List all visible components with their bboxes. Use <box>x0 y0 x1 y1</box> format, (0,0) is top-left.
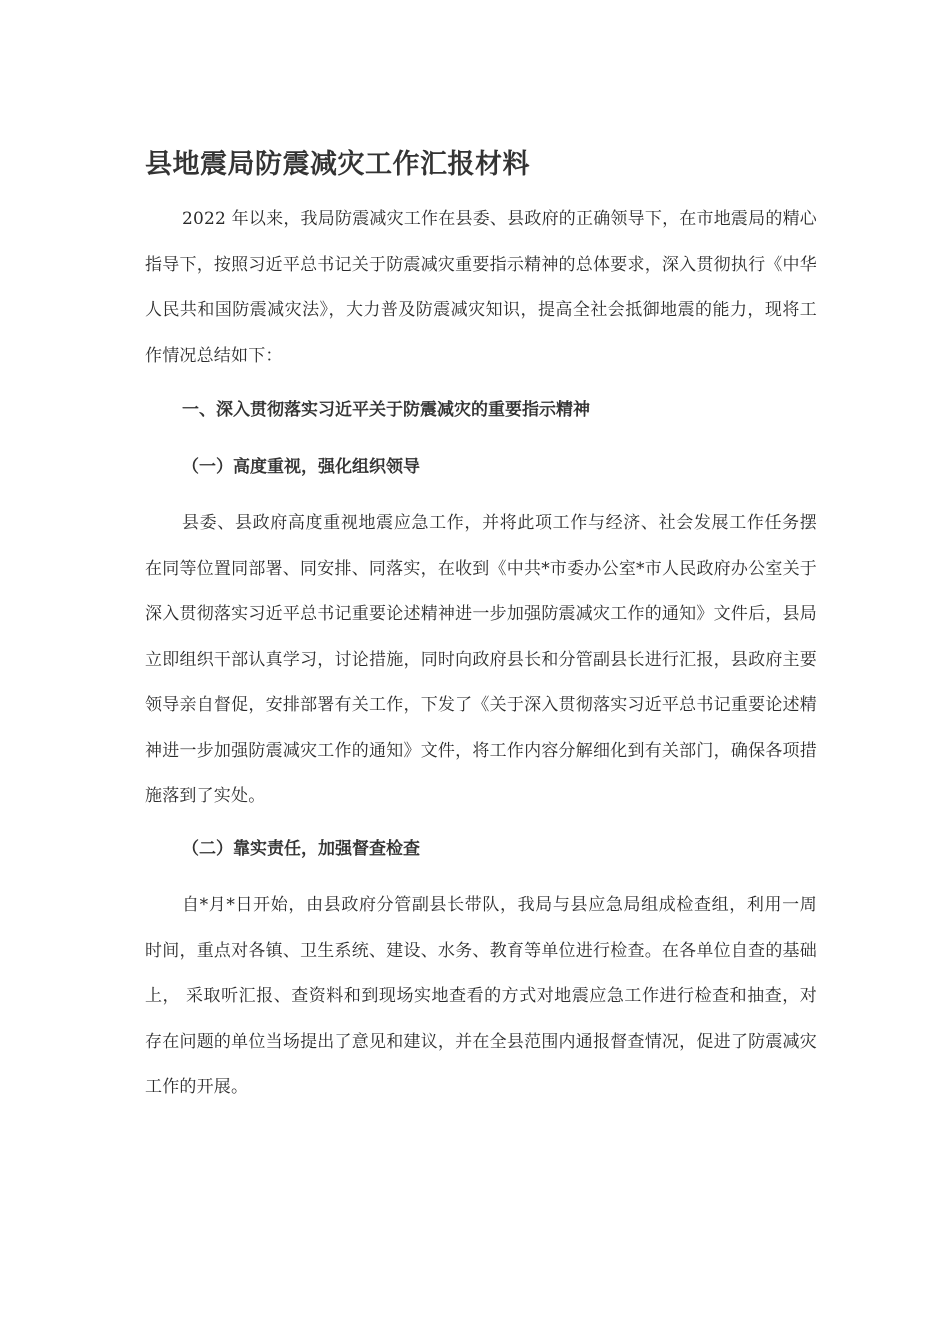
subsection-body-1: 县委、县政府高度重视地震应急工作，并将此项工作与经济、社会发展工作任务摆在同等位置同部署、同安排、同落实，在收到《中共*市委办公室*市人民政府办公室关于深入贯彻落实习近平总书记重要论述精神进一步加强防震减灾工作的通知》文件后，县局立即组织干部认真学习，讨论措施，同时向政府县长和分管副县长进行汇报，县政府主要领导亲自督促，安排部署有关工作，下发了《关于深入贯彻落实习近平总书记重要论述精神进一步加强防震减灾工作的通知》文件，将工作内容分解细化到有关部门，确保各项措施落到了实处。 <box>145 513 817 806</box>
intro-paragraph: 2022 年以来，我局防震减灾工作在县委、县政府的正确领导下，在市地震局的精心指导下，按照习近平总书记关于防震减灾重要指示精神的总体要求，深入贯彻执行《中华人民共和国防震减灾法》，大力普及防震减灾知识，提高全社会抵御地震的能力，现将工作情况总结如下： <box>145 209 817 366</box>
document-title: 县地震局防震减灾工作汇报材料 <box>145 149 530 180</box>
section-heading-1: 一、深入贯彻落实习近平关于防震减灾的重要指示精神 <box>182 400 590 420</box>
subsection-heading-2: （二）靠实责任，加强督查检查 <box>182 839 420 859</box>
subsection-heading-1: （一）高度重视，强化组织领导 <box>182 457 420 477</box>
subsection-body-2: 自*月*日开始，由县政府分管副县长带队，我局与县应急局组成检查组，利用一周时间，重点对各镇、卫生系统、建设、水务、教育等单位进行检查。在各单位自查的基础上， 采取听汇报、查资料和到现场实地查看的方式对地震应急工作进行检查和抽查，对存在问题的单位当场提出了意见和建议，并在全县范围内通报督查情况，促进了防震减灾工作的开展。 <box>145 895 817 1097</box>
